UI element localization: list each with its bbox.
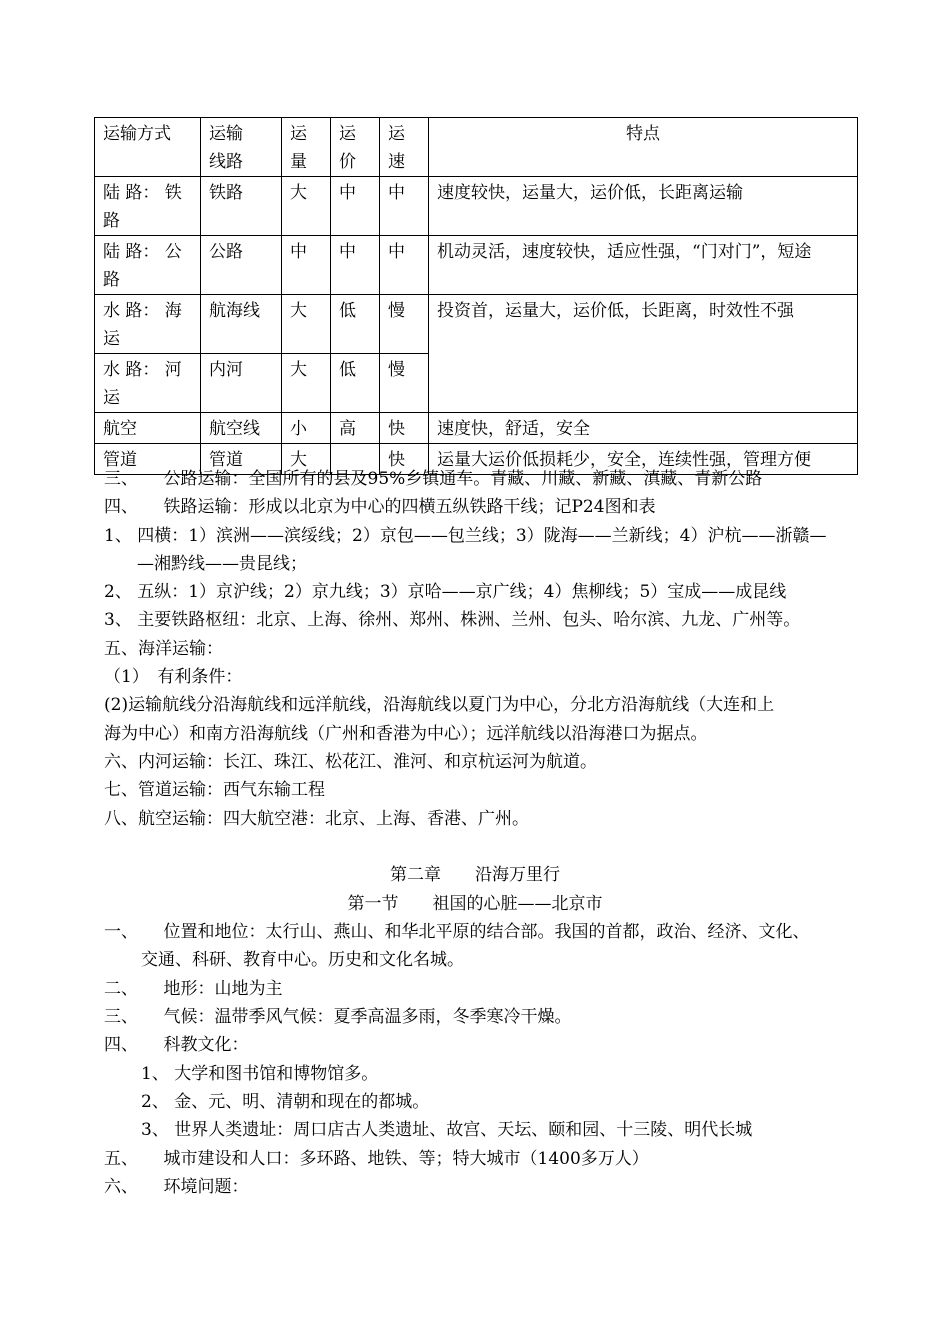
header-price: 运 价 xyxy=(331,118,380,177)
text-line: 四、 铁路运输：形成以北京为中心的四横五纵铁路干线；记P24图和表 xyxy=(104,497,656,517)
cell-features: 运量大运价低损耗少，安全，连续性强，管理方便 xyxy=(429,444,858,475)
cell-price: 中 xyxy=(331,177,380,236)
list-item: 3、 世界人类遗址：周口店古人类遗址、故宫、天坛、颐和园、十三陵、明代长城 xyxy=(141,1120,753,1140)
text-line: 一、 位置和地位：太行山、燕山、和华北平原的结合部。我国的首都，政治、经济、文化、 xyxy=(104,922,810,942)
cell-price: 低 xyxy=(331,354,380,413)
cell-speed: 慢 xyxy=(380,354,429,413)
header-features: 特点 xyxy=(429,118,858,177)
header-mode: 运输方式 xyxy=(95,118,201,177)
cell-features: 投资首，运量大，运价低，长距离，时效性不强 xyxy=(429,295,858,413)
cell-mode: 水 路： 河 运 xyxy=(95,354,201,413)
table-row xyxy=(95,413,858,444)
cell-price: 中 xyxy=(331,236,380,295)
text-line: 3、 主要铁路枢纽：北京、上海、徐州、郑州、株洲、兰州、包头、哈尔滨、九龙、广州等。 xyxy=(104,610,801,630)
text-line: 1、 四横：1）滨洲——滨绥线；2）京包——包兰线；3）陇海——兰新线；4）沪杭——浙赣— xyxy=(104,526,827,546)
cell-volume: 中 xyxy=(282,236,331,295)
cell-route: 航海线 xyxy=(201,295,282,354)
text-line: (2)运输航线分沿海航线和远洋航线，沿海航线以夏门为中心，分北方沿海航线（大连和上 xyxy=(104,695,775,715)
cell-features: 速度快，舒适，安全 xyxy=(429,413,858,444)
cell-features: 速度较快，运量大，运价低，长距离运输 xyxy=(429,177,858,236)
header-speed: 运 速 xyxy=(380,118,429,177)
cell-mode: 航空 xyxy=(95,413,201,444)
header-route: 运输 线路 xyxy=(201,118,282,177)
cell-route: 内河 xyxy=(201,354,282,413)
text-line: 六、内河运输：长江、珠江、松花江、淮河、和京杭运河为航道。 xyxy=(104,752,597,772)
cell-volume: 大 xyxy=(282,354,331,413)
cell-features: 机动灵活，速度较快，适应性强，“门对门”，短途 xyxy=(429,236,858,295)
cell-volume: 小 xyxy=(282,413,331,444)
text-line: （1） 有利条件： xyxy=(104,667,243,687)
cell-mode: 水 路： 海 运 xyxy=(95,295,201,354)
chapter-title: 第二章 沿海万里行 xyxy=(390,865,560,885)
table-row xyxy=(95,295,858,354)
table-row xyxy=(95,177,858,236)
section-title: 第一节 祖国的心脏——北京市 xyxy=(347,894,603,914)
cell-speed: 快 xyxy=(380,444,429,475)
list-item: 2、 金、元、明、清朝和现在的都城。 xyxy=(141,1092,430,1112)
text-line: 六、 环境问题： xyxy=(104,1177,249,1197)
cell-speed: 中 xyxy=(380,177,429,236)
cell-volume: 大 xyxy=(282,444,331,475)
text-line: 二、 地形：山地为主 xyxy=(104,979,283,999)
cell-volume: 大 xyxy=(282,295,331,354)
cell-speed: 快 xyxy=(380,413,429,444)
table-row xyxy=(95,236,858,295)
text-line: 五、 城市建设和人口：多环路、地铁、等；特大城市（1400多万人） xyxy=(104,1149,649,1169)
cell-price: 高 xyxy=(331,413,380,444)
text-line: —湘黔线——贵昆线； xyxy=(137,554,307,574)
cell-speed: 慢 xyxy=(380,295,429,354)
text-line: 海为中心）和南方沿海航线（广州和香港为中心）；远洋航线以沿海港口为据点。 xyxy=(104,724,708,744)
cell-price: 低 xyxy=(331,295,380,354)
text-line: 八、航空运输：四大航空港：北京、上海、香港、广州。 xyxy=(104,809,529,829)
section-heading: 五、海洋运输： xyxy=(104,639,223,659)
cell-mode: 管道 xyxy=(95,444,201,475)
header-volume: 运 量 xyxy=(282,118,331,177)
table-header-row xyxy=(95,118,858,177)
cell-route: 航空线 xyxy=(201,413,282,444)
text-line: 2、 五纵：1）京沪线；2）京九线；3）京哈——京广线；4）焦柳线；5）宝成——成昆线 xyxy=(104,582,787,602)
cell-route: 管道 xyxy=(201,444,282,475)
transport-table xyxy=(94,117,858,475)
text-line: 交通、科研、教育中心。历史和文化名城。 xyxy=(141,950,464,970)
cell-route: 公路 xyxy=(201,236,282,295)
list-item: 1、 大学和图书馆和博物馆多。 xyxy=(141,1064,379,1084)
cell-volume: 大 xyxy=(282,177,331,236)
text-line: 四、 科教文化： xyxy=(104,1035,249,1055)
cell-mode: 陆 路： 公 路 xyxy=(95,236,201,295)
cell-mode: 陆 路： 铁 路 xyxy=(95,177,201,236)
text-line: 三、 公路运输：全国所有的县及95%乡镇通车。青藏、川藏、新藏、滇藏、青新公路 xyxy=(104,469,763,489)
cell-speed: 中 xyxy=(380,236,429,295)
text-line: 七、管道运输：西气东输工程 xyxy=(104,780,325,800)
cell-route: 铁路 xyxy=(201,177,282,236)
text-line: 三、 气候：温带季风气候：夏季高温多雨，冬季寒冷干燥。 xyxy=(104,1007,572,1027)
